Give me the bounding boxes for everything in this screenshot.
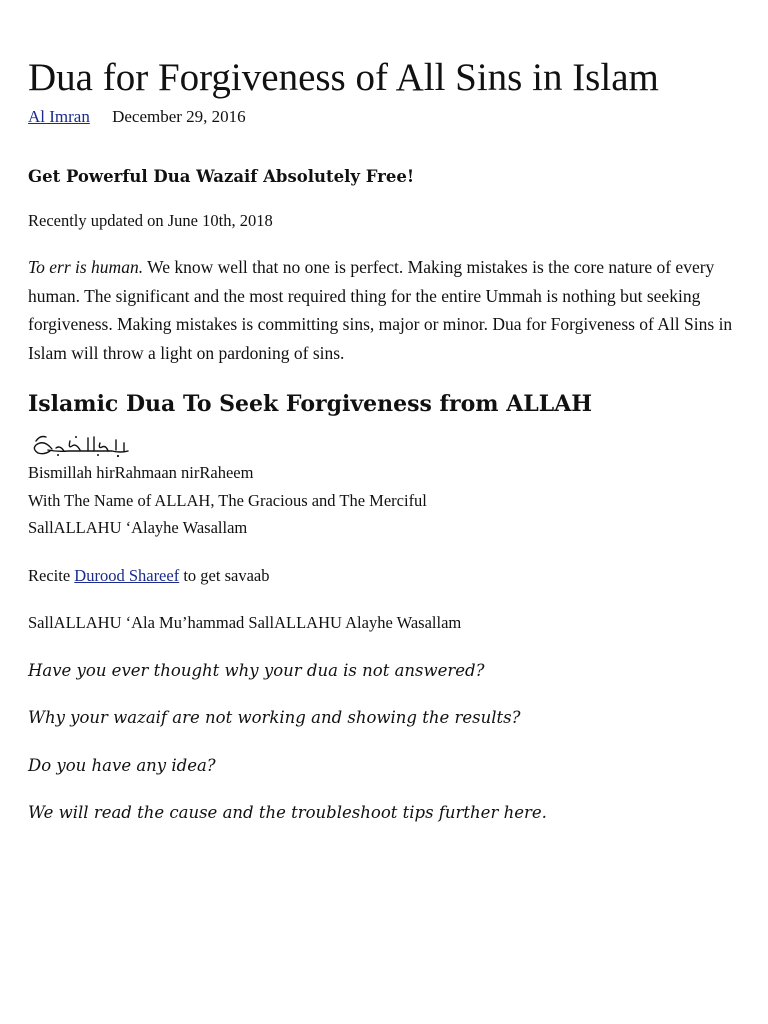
publish-date: December 29, 2016 [112, 107, 246, 126]
question-line: Do you have any idea? [28, 755, 216, 775]
bismillah-translation: With The Name of ALLAH, The Gracious and The Merciful [28, 490, 427, 510]
intro-emphasis: To err is human. [28, 257, 144, 277]
question-line: Have you ever thought why your dua is not answered? [28, 660, 485, 680]
page-title: Dua for Forgiveness of All Sins in Islam [28, 56, 659, 99]
section-heading: Islamic Dua To Seek Forgiveness from ALLAH [28, 391, 593, 417]
intro-paragraph [28, 253, 743, 367]
bismillah-calligraphy-icon [28, 431, 738, 459]
recite-paragraph [28, 562, 738, 590]
salutation-line: SallALLAHU ‘Alayhe Wasallam [28, 518, 248, 537]
question-line: Why your wazaif are not working and showing the results? [28, 708, 521, 727]
bismillah-block [28, 459, 738, 542]
bismillah-transliteration: Bismillah hirRahmaan nirRaheem [28, 463, 254, 482]
promo-text: Get Powerful Dua Wazaif Absolutely Free! [28, 167, 415, 186]
durood-text: SallALLAHU ‘Ala Mu’hammad SallALLAHU Alayhe Wasallam [28, 613, 462, 632]
article-meta [28, 106, 738, 128]
recite-suffix: to get savaab [179, 565, 270, 585]
calligraphy-graphic [28, 431, 132, 459]
intro-text: We know well that no one is perfect. Making mistakes is the core nature of every human. The significant and the most required thing for the entire Ummah is nothing but seeking forgiveness. Making mistakes is committing sins, major or minor. Dua for Forgiveness of All Sins in Islam will throw a light on pardoning of sins. [28, 257, 733, 363]
durood-shareef-link[interactable]: Durood Shareef [74, 565, 180, 585]
updated-date: Recently updated on June 10th, 2018 [28, 211, 273, 230]
author-link[interactable]: Al Imran [28, 107, 90, 126]
question-line: We will read the cause and the troubleshoot tips further here. [28, 803, 547, 822]
recite-prefix: Recite [28, 565, 75, 585]
